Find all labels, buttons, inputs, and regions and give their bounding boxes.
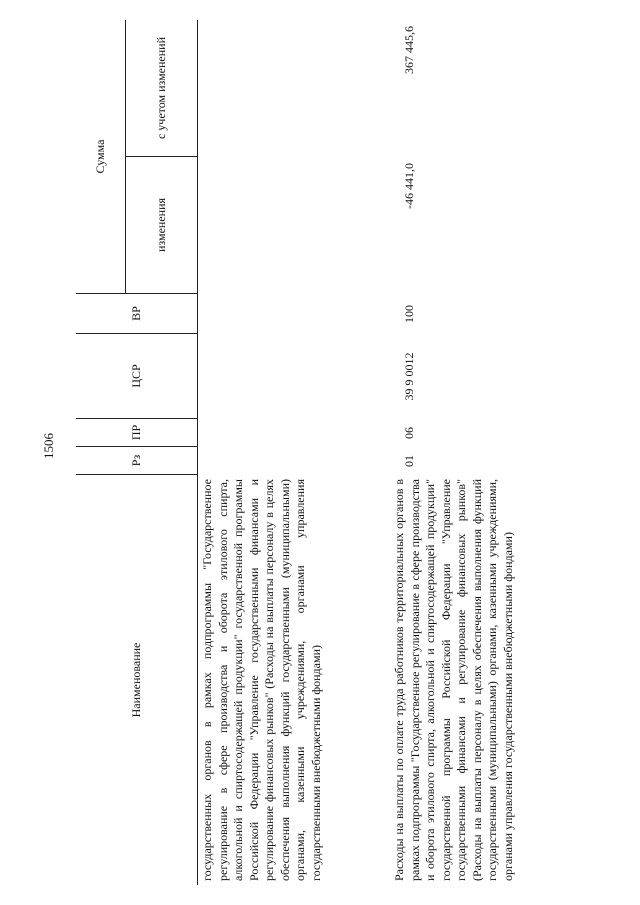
header-csr: ЦСР (76, 334, 198, 419)
row-name: государственных органов в рамках подпрограммы "Государственное регулирование в сфере производства и оборота этилового спирта, алкогольной и спиртосодержащей продукции" государственной программы Российской Федерации "Управление государственными финансами и регулирование финансовых рынков" (Расходы на выплаты персоналу в целях обеспечения выполнения функций государственными (муниципальными) органами, казенными учреждениями, органами управления государственными внебюджетными фондами) (200, 479, 323, 881)
row-rz: 01 (402, 455, 416, 467)
table-header-row-top (76, 20, 143, 885)
header-rz: Рз (76, 447, 198, 475)
header-izmeneniya: изменения (126, 157, 198, 294)
page-number: 1506 (41, 433, 56, 459)
row-change: -46 441,0 (402, 163, 416, 209)
header-pr: ПР (76, 419, 198, 447)
row-vr: 100 (402, 305, 416, 323)
row-csr: 39 9 0012 (402, 352, 416, 401)
header-name: Наименование (76, 475, 198, 885)
header-s-uchetom: с учетом изменений (126, 20, 198, 157)
header-vr: ВР (76, 294, 198, 334)
table-row (200, 20, 386, 885)
header-summa: Сумма (76, 20, 126, 294)
row-total: 367 445,6 (402, 26, 416, 74)
table-header-row-sub (126, 20, 198, 885)
table-row (392, 20, 590, 885)
row-name: Расходы на выплаты по оплате труда работников территориальных органов в рамках подпрограммы "Государственное регулирование в сфере производства и оборота этилового спирта, алкогольной и спиртосодержащей продукции" государственной программы Российской Федерации "Управление государственными финансами и регулирование финансовых рынков" (Расходы на выплаты персоналу в целях обеспечения выполнения функций государственными (муниципальными) органами, казенными учреждениями, органами управления государственными внебюджетными фондами) (392, 479, 515, 881)
budget-table (76, 20, 591, 885)
row-pr: 06 (402, 427, 416, 439)
